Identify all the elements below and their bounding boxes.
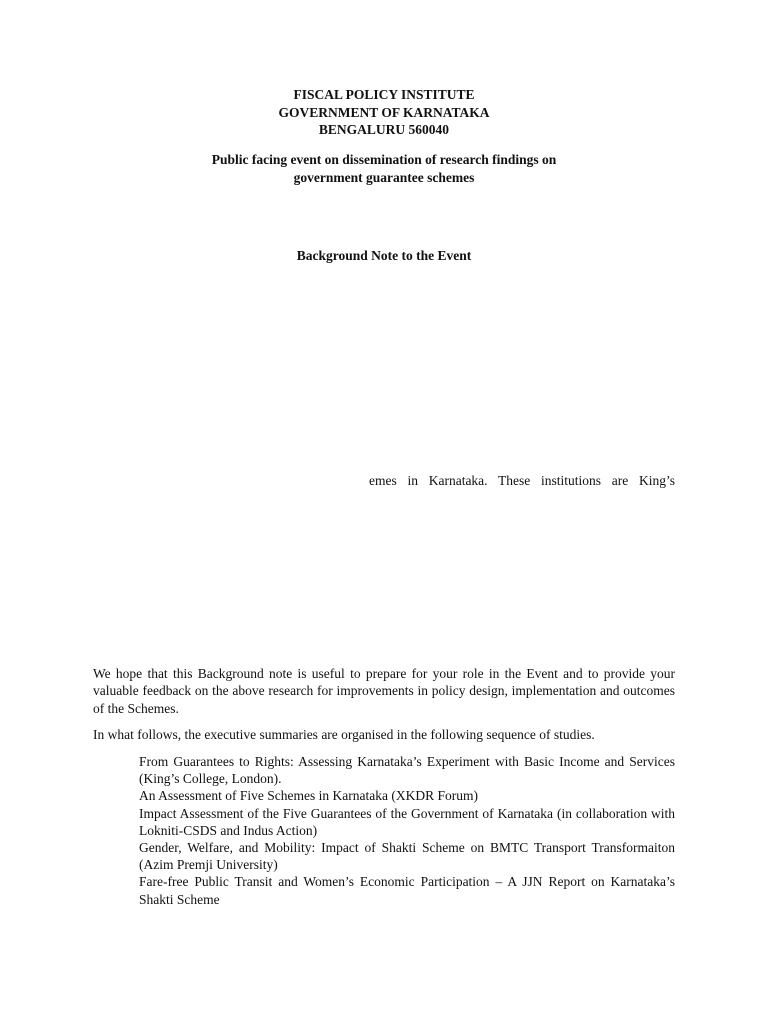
study-item-azim-premji: Gender, Welfare, and Mobility: Impact of Shakti Scheme on BMTC Transport Transformaiton (Azim Premji University)	[139, 840, 675, 873]
study-item-xkdr-forum: An Assessment of Five Schemes in Karnataka (XKDR Forum)	[139, 788, 478, 804]
section-title: Background Note to the Event	[296, 248, 472, 263]
government-name: GOVERNMENT OF KARNATAKA	[278, 104, 490, 120]
study-item-jjn-report: Fare-free Public Transit and Women’s Economic Participation – A JJN Report on Karnataka’s Shakti Scheme	[139, 874, 675, 907]
event-title	[0, 151, 768, 186]
institute-name: FISCAL POLICY INSTITUTE	[293, 87, 475, 102]
feedback-paragraph: We hope that this Background note is useful to prepare for your role in the Event and to provide your valuable feedback on the above research for improvements in policy design, implementation and outcomes of the Schemes.	[93, 666, 675, 716]
study-list	[139, 753, 675, 908]
city-address: BENGALURU 560040	[318, 122, 450, 137]
institute-heading	[0, 86, 768, 139]
sequence-intro: In what follows, the executive summaries are organised in the following sequence of studies.	[93, 727, 595, 742]
event-title-line-2: government guarantee schemes	[293, 169, 475, 185]
event-title-line-1: Public facing event on dissemination of research findings on	[211, 152, 557, 167]
study-item-kings-college: From Guarantees to Rights: Assessing Karnataka’s Experiment with Basic Income and Services (King’s College, London).	[139, 754, 675, 787]
study-item-lokniti-csds: Impact Assessment of the Five Guarantees of the Government of Karnataka (in collaboration with Lokniti-CSDS and Indus Action)	[139, 805, 675, 838]
partial-text-line: emes in Karnataka. These institutions are King’s	[369, 473, 675, 488]
